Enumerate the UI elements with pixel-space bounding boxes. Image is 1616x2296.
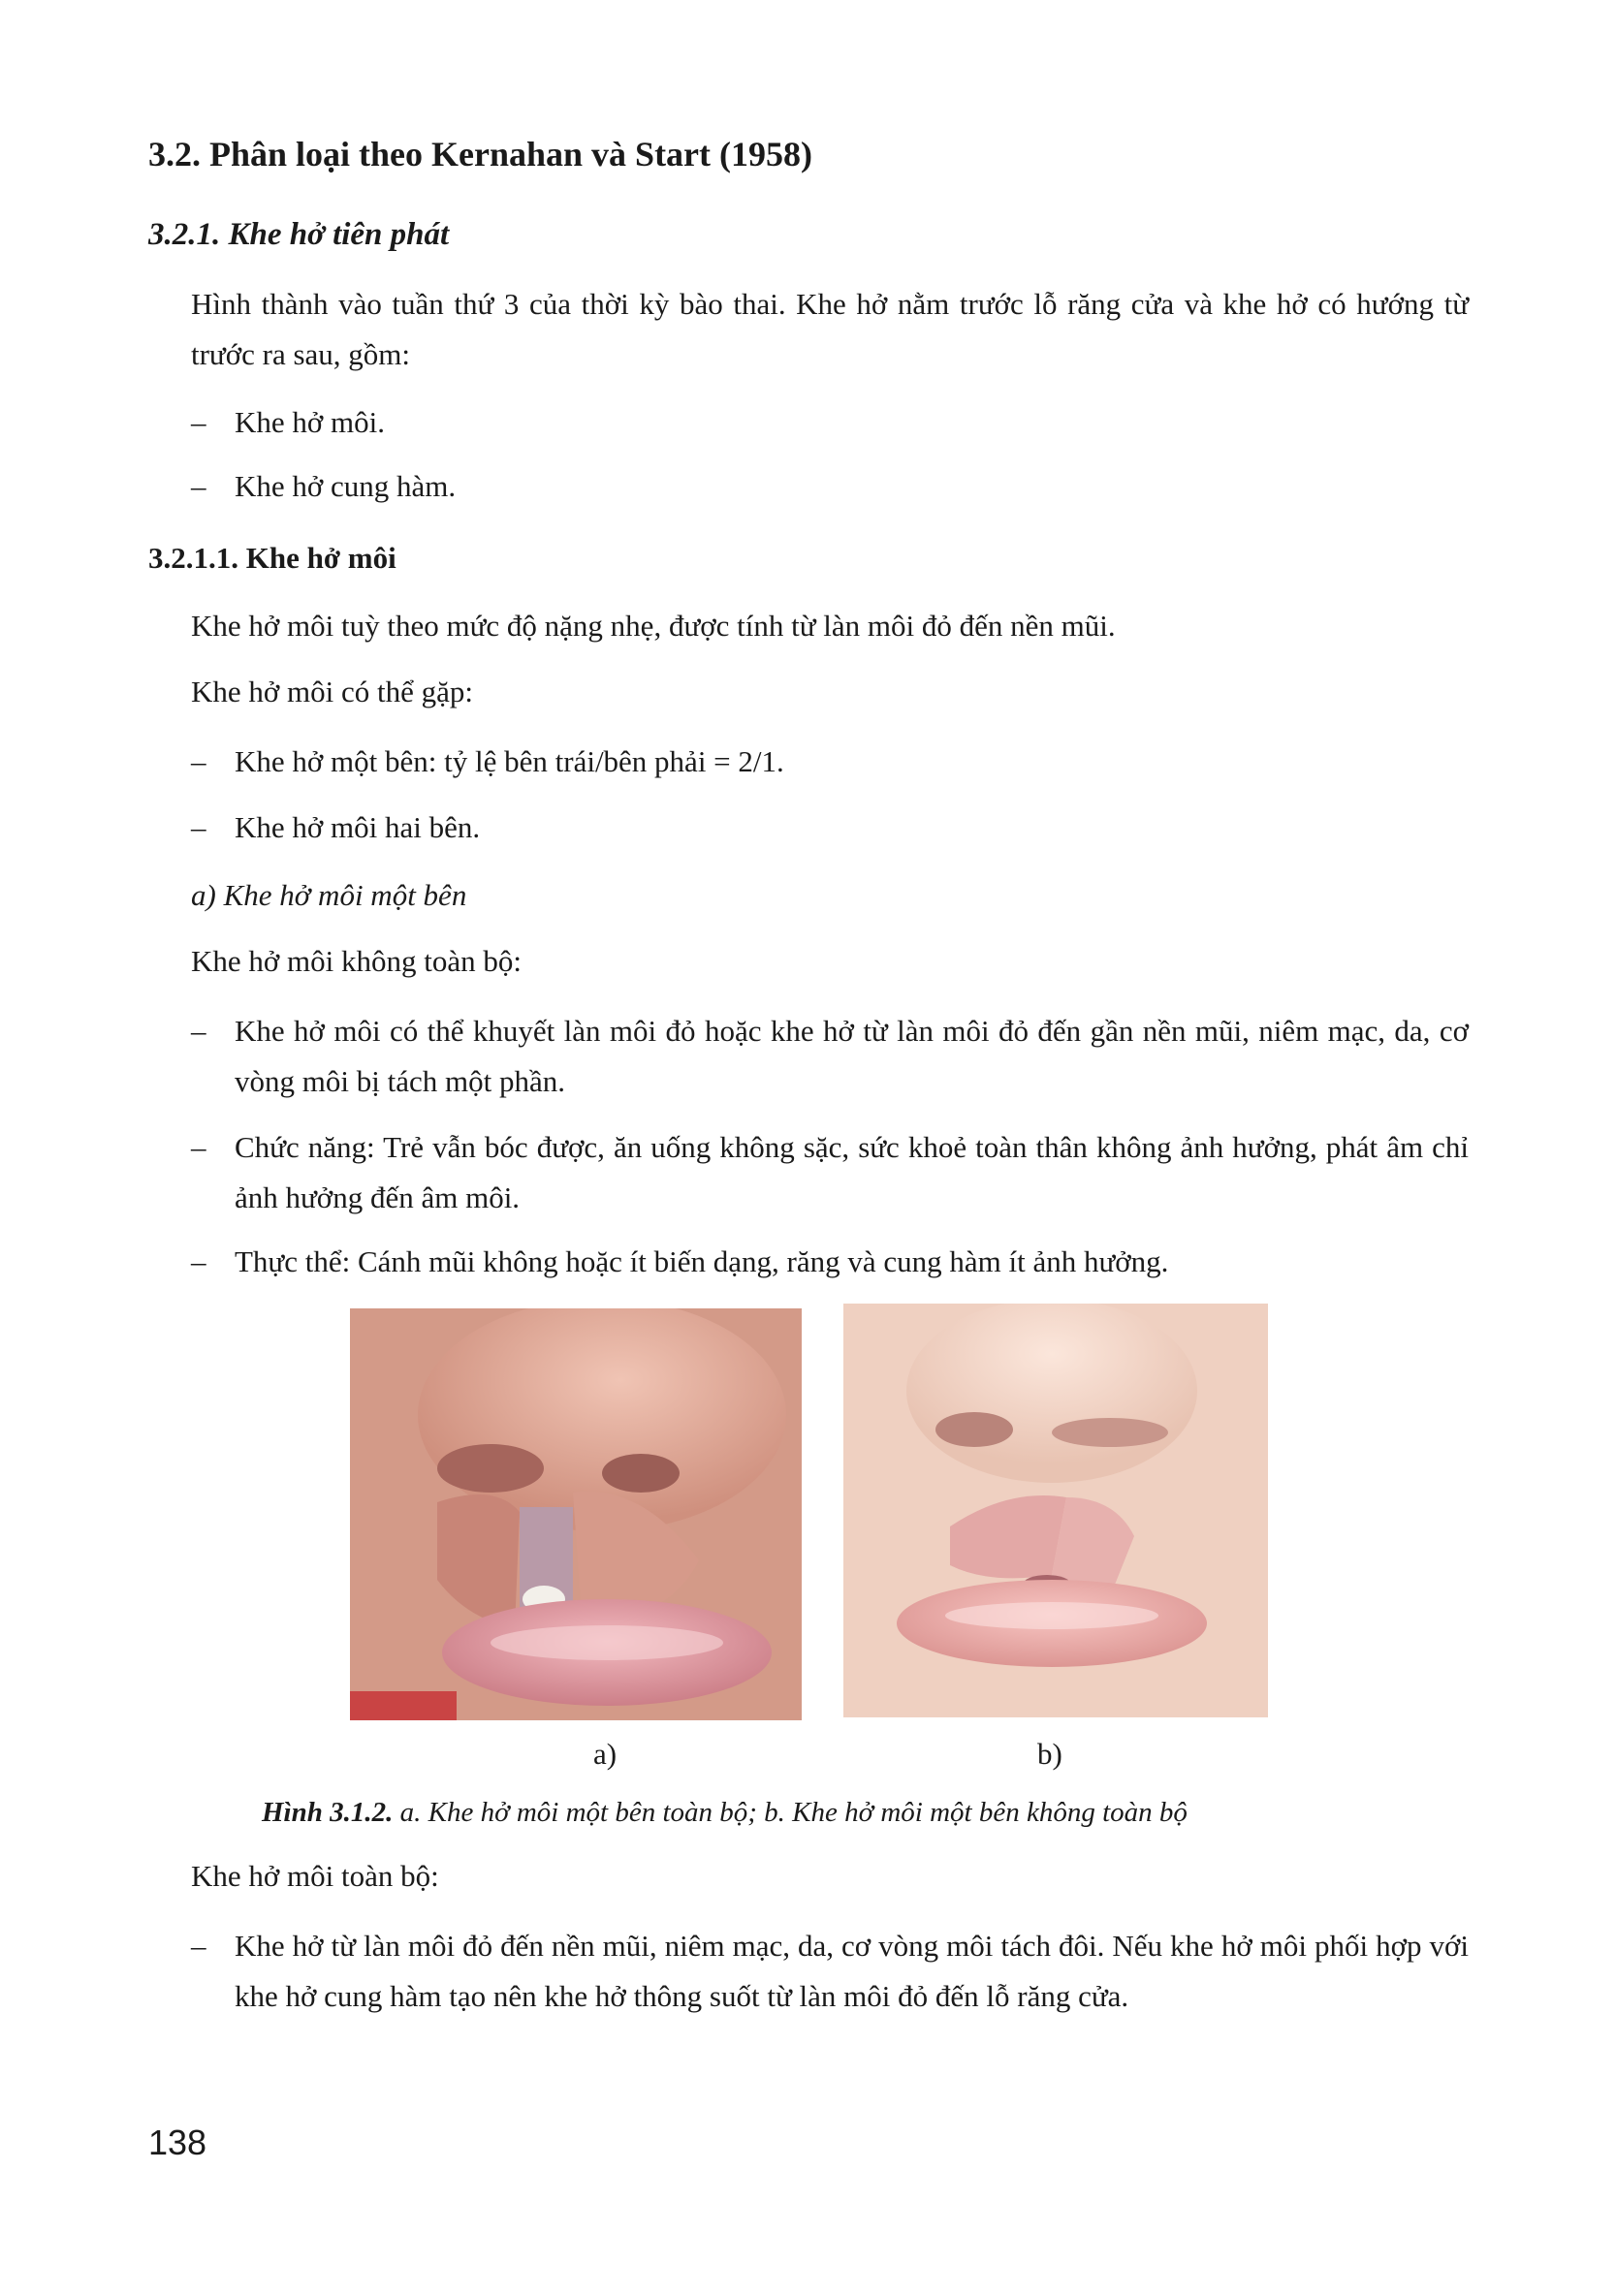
bullet-dash: – — [191, 405, 206, 439]
figure-caption — [262, 1797, 1188, 1829]
paragraph: Khe hở môi tuỳ theo mức độ nặng nhẹ, được tính từ làn môi đỏ đến nền mũi. — [191, 609, 1116, 643]
list-item-text: Thực thể: Cánh mũi không hoặc ít biến dạng, răng và cung hàm ít ảnh hưởng. — [235, 1244, 1169, 1278]
cleft-lip-photo-b — [843, 1304, 1268, 1717]
bullet-dash: – — [191, 1244, 206, 1278]
figure-caption-text: a. Khe hở môi một bên toàn bộ; b. Khe hở môi một bên không toàn bộ — [393, 1797, 1188, 1828]
list-item — [191, 802, 1469, 853]
list-item — [191, 1237, 1469, 1287]
intro-paragraph: Hình thành vào tuần thứ 3 của thời kỳ bào thai. Khe hở nằm trước lỗ răng cửa và khe hở có hướng từ trước ra sau, gồm: — [191, 287, 1469, 371]
paragraph: Khe hở môi toàn bộ: — [191, 1859, 439, 1893]
figure-photo-a — [350, 1308, 802, 1720]
bullet-dash: – — [191, 810, 206, 844]
bullet-dash: – — [191, 469, 206, 503]
subsection-heading: 3.2.1. Khe hở tiên phát — [148, 217, 450, 252]
list-item — [191, 461, 1469, 512]
figure-label-b: b) — [1037, 1737, 1062, 1771]
figure-photo-b — [843, 1304, 1268, 1717]
list-item-text: Khe hở môi có thể khuyết làn môi đỏ hoặc khe hở từ làn môi đỏ đến gần nền mũi, niêm mạc, da, cơ vòng môi bị tách một phần. — [235, 1014, 1469, 1098]
list-item — [191, 1006, 1469, 1107]
section-a-heading: a) Khe hở môi một bên — [191, 878, 467, 912]
list-item-text: Khe hở cung hàm. — [235, 469, 457, 503]
bullet-dash: – — [191, 1014, 206, 1048]
list-item — [191, 1122, 1469, 1223]
figure-caption-number: Hình 3.1.2. — [262, 1797, 394, 1828]
list-item-text: Chức năng: Trẻ vẫn bóc được, ăn uống không sặc, sức khoẻ toàn thân không ảnh hưởng, phát âm chỉ ảnh hưởng đến âm môi. — [235, 1130, 1469, 1214]
list-item-text: Khe hở từ làn môi đỏ đến nền mũi, niêm mạc, da, cơ vòng môi tách đôi. Nếu khe hở môi phối hợp với khe hở cung hàm tạo nên khe hở thông suốt từ làn môi đỏ đến lỗ răng cửa. — [235, 1929, 1469, 2013]
list-item — [191, 737, 1469, 787]
paragraph: Khe hở môi không toàn bộ: — [191, 944, 522, 978]
bullet-dash: – — [191, 1929, 206, 1963]
list-item — [191, 1921, 1469, 2022]
list-item-text: Khe hở một bên: tỷ lệ bên trái/bên phải = 2/1. — [235, 744, 784, 778]
subsubsection-heading: 3.2.1.1. Khe hở môi — [148, 541, 396, 575]
bullet-dash: – — [191, 744, 206, 778]
section-heading: 3.2. Phân loại theo Kernahan và Start (1958) — [148, 135, 813, 173]
cleft-lip-photo-a — [350, 1308, 802, 1720]
figure-label-a: a) — [593, 1737, 618, 1771]
list-item-text: Khe hở môi hai bên. — [235, 810, 481, 844]
bullet-dash: – — [191, 1130, 206, 1164]
page-number: 138 — [148, 2123, 207, 2162]
paragraph: Khe hở môi có thể gặp: — [191, 675, 474, 708]
list-item — [191, 397, 1469, 448]
list-item-text: Khe hở môi. — [235, 405, 386, 439]
